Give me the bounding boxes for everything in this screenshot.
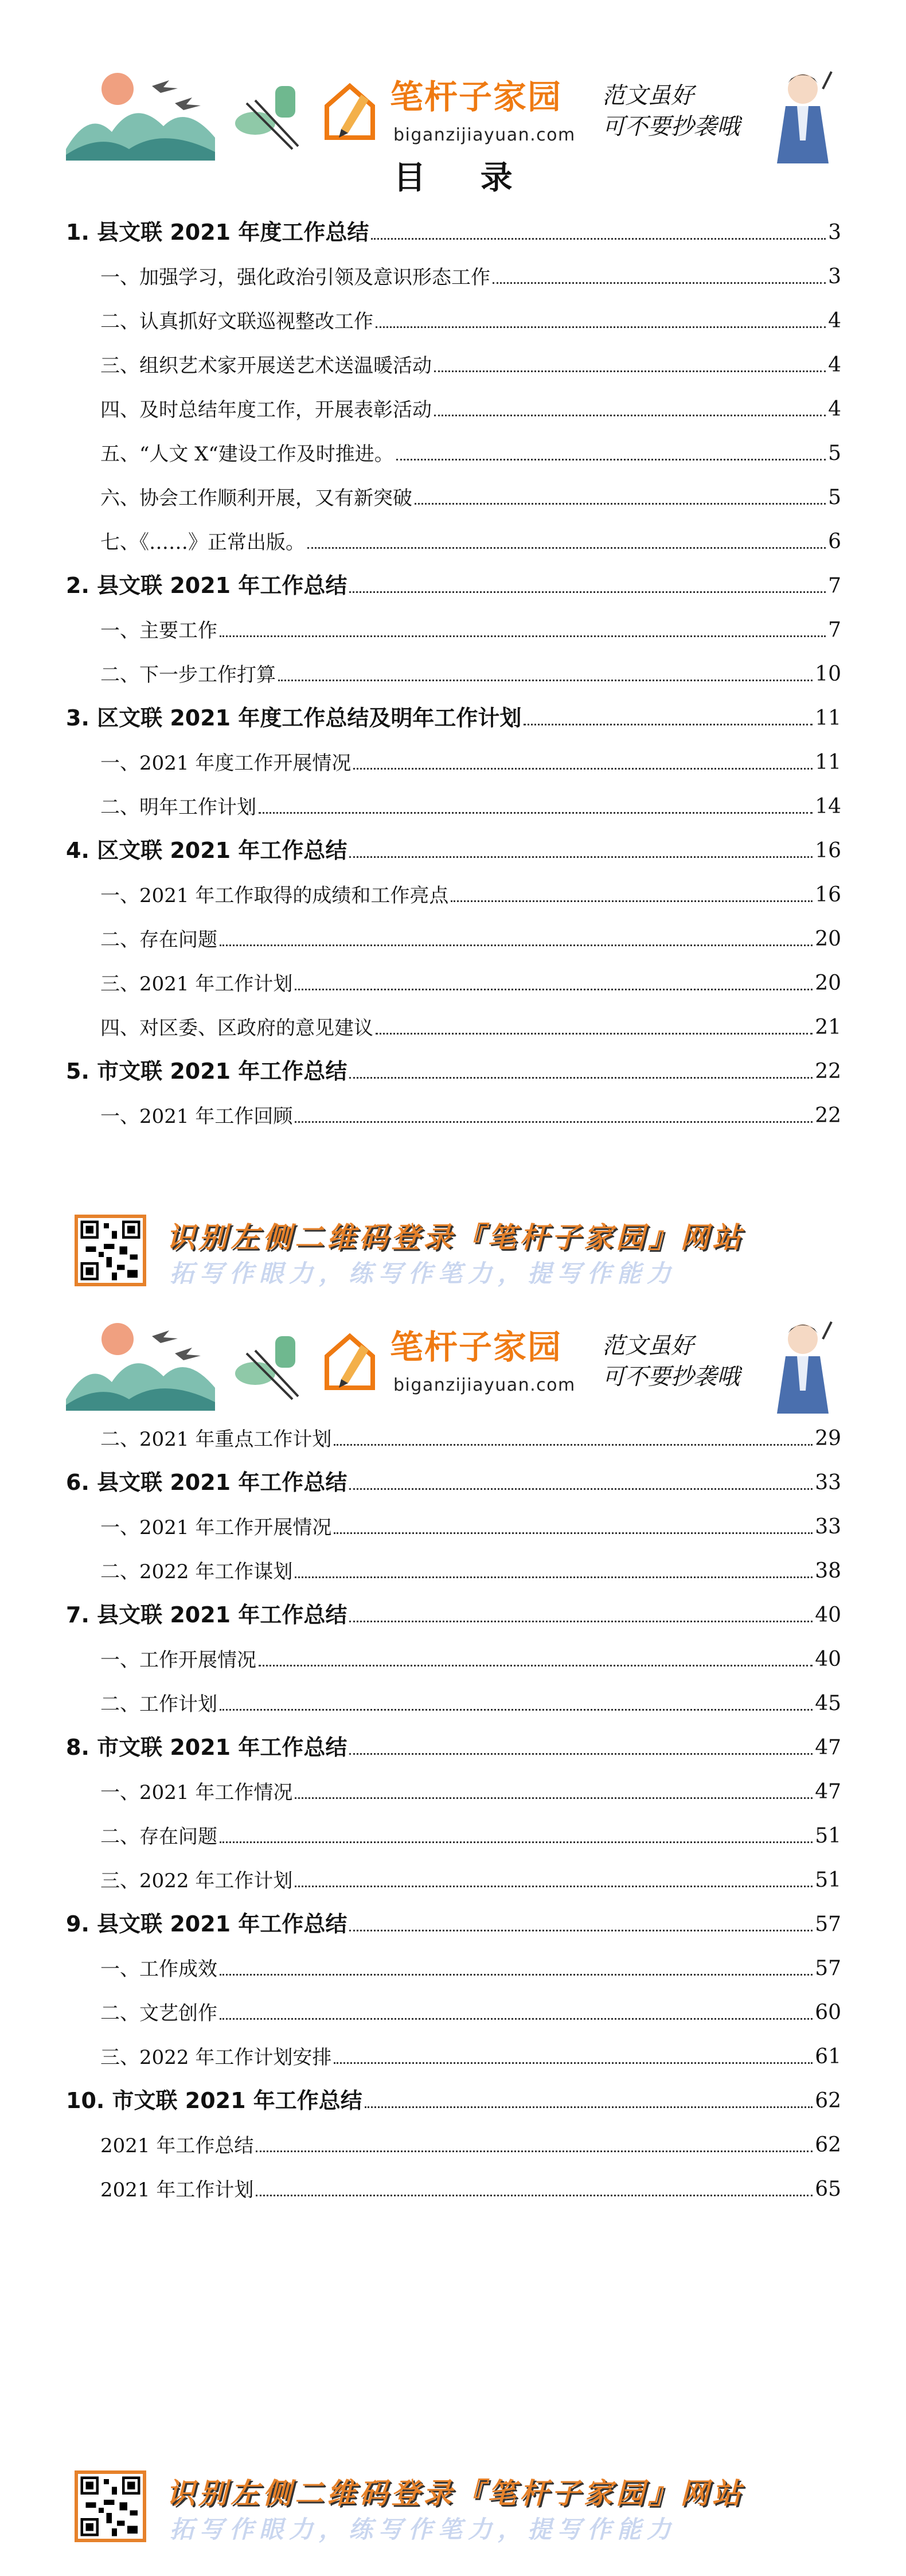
toc-leader-dots	[396, 459, 826, 460]
toc-leader-dots	[349, 856, 813, 858]
toc-entry-page: 40	[815, 1603, 841, 1627]
toc-entry-label: 一、主要工作	[100, 619, 217, 642]
toc-entry-label: 一、2021 年度工作开展情况	[100, 752, 352, 775]
toc-entry-label: 五、“人文 X“建设工作及时推进。	[100, 443, 394, 466]
brand-logo-icon	[318, 75, 387, 143]
toc-leader-dots	[434, 370, 826, 372]
toc-entry-page: 60	[815, 2001, 841, 2024]
toc-entry-label: 2021 年工作总结	[100, 2134, 254, 2157]
toc-entry-page: 22	[815, 1104, 841, 1127]
toc-list-page1	[66, 204, 841, 1131]
toc-entry-label: 一、加强学习，强化政治引领及意识形态工作	[100, 266, 490, 289]
toc-entry-label: 一、2021 年工作情况	[100, 1781, 293, 1804]
toc-entry-section[interactable]	[66, 1851, 841, 1895]
toc-entry-chapter[interactable]	[66, 1043, 841, 1087]
toc-leader-dots	[334, 1532, 813, 1534]
toc-entry-chapter[interactable]	[66, 1719, 841, 1763]
toc-leader-dots	[334, 2062, 813, 2064]
toc-entry-section[interactable]	[66, 2028, 841, 2072]
toc-entry-label: 三、组织艺术家开展送艺术送温暖活动	[100, 354, 432, 377]
toc-entry-page: 57	[815, 1913, 841, 1936]
toc-entry-section[interactable]	[66, 292, 841, 336]
toc-entry-label: 一、2021 年工作取得的成绩和工作亮点	[100, 884, 449, 907]
toc-leader-dots	[295, 1797, 813, 1799]
brand-name: 笔杆子家园	[390, 1328, 563, 1367]
toc-entry-label: 三、2021 年工作计划	[100, 973, 293, 996]
toc-entry-page: 6	[828, 530, 841, 553]
toc-entry-section[interactable]	[66, 1410, 841, 1454]
toc-leader-dots	[307, 547, 826, 549]
toc-entry-label: 一、工作开展情况	[100, 1649, 256, 1672]
toc-entry-page: 10	[815, 662, 841, 686]
toc-entry-label: 二、存在问题	[100, 928, 217, 951]
toc-entry-page: 20	[815, 971, 841, 995]
toc-entry-section[interactable]	[66, 248, 841, 292]
toc-leader-dots	[349, 591, 826, 593]
slogan	[602, 80, 740, 142]
toc-leader-dots	[493, 282, 826, 284]
toc-entry-chapter[interactable]	[66, 557, 841, 601]
toc-leader-dots	[451, 900, 813, 902]
toc-entry-chapter[interactable]	[66, 1454, 841, 1498]
toc-entry-section[interactable]	[66, 424, 841, 469]
toc-leader-dots	[434, 415, 826, 416]
toc-leader-dots	[349, 1077, 813, 1079]
toc-entry-section[interactable]	[66, 380, 841, 424]
toc-leader-dots	[415, 503, 826, 505]
toc-leader-dots	[220, 1974, 813, 1976]
toc-leader-dots	[295, 1576, 813, 1578]
toc-leader-dots	[220, 944, 813, 946]
toc-entry-page: 65	[815, 2177, 841, 2201]
toc-entry-label: 三、2022 年工作计划	[100, 1869, 293, 1892]
qr-code-icon	[75, 1215, 146, 1286]
toc-entry-section[interactable]	[66, 1939, 841, 1984]
toc-entry-page: 5	[828, 442, 841, 465]
toc-entry-page: 16	[815, 839, 841, 862]
toc-entry-label: 一、2021 年工作开展情况	[100, 1516, 332, 1539]
toc-entry-label: 二、文艺创作	[100, 2002, 217, 2025]
toc-leader-dots	[220, 635, 826, 637]
toc-entry-page: 4	[828, 353, 841, 377]
toc-leader-dots	[220, 2018, 813, 2020]
toc-entry-label: 三、2022 年工作计划安排	[100, 2046, 332, 2069]
landscape-illustration	[66, 1313, 215, 1411]
toc-entry-section[interactable]	[66, 601, 841, 645]
brand-domain: biganzijiayuan.com	[393, 1375, 576, 1395]
toc-entry-section[interactable]	[66, 1984, 841, 2028]
toc-entry-section[interactable]	[66, 866, 841, 910]
footer-promo-line1: 识别左侧二维码登录『笔杆子家园』网站	[166, 2477, 744, 2510]
toc-entry-section[interactable]	[66, 1542, 841, 1586]
toc-entry-section[interactable]	[66, 1763, 841, 1807]
toc-entry-label: 二、认真抓好文联巡视整改工作	[100, 310, 373, 333]
toc-entry-page: 16	[815, 883, 841, 907]
toc-leader-dots	[349, 1488, 813, 1490]
toc-leader-dots	[295, 1121, 813, 1123]
header-banner-2	[0, 1285, 906, 1416]
toc-entry-label: 七、《……》正常出版。	[100, 531, 305, 554]
slogan-line1: 范文虽好	[602, 1333, 694, 1359]
toc-entry-label: 2. 县文联 2021 年工作总结	[66, 573, 347, 598]
toc-entry-page: 33	[815, 1471, 841, 1494]
toc-entry-label: 5. 市文联 2021 年工作总结	[66, 1059, 347, 1084]
scholar-illustration	[774, 1316, 837, 1414]
toc-entry-chapter[interactable]	[66, 822, 841, 866]
toc-title: 目 录	[393, 159, 534, 197]
toc-leader-dots	[259, 1665, 813, 1666]
toc-entry-page: 7	[828, 574, 841, 598]
toc-entry-page: 29	[815, 1427, 841, 1450]
toc-entry-section[interactable]	[66, 910, 841, 954]
slogan-line1: 范文虽好	[602, 83, 694, 109]
toc-list-page2	[66, 1410, 841, 2204]
slogan-line2: 可不要抄袭哦	[602, 1364, 740, 1390]
toc-entry-page: 20	[815, 927, 841, 951]
header-banner	[0, 34, 906, 166]
toc-entry-page: 21	[815, 1016, 841, 1039]
toc-entry-label: 1. 县文联 2021 年度工作总结	[66, 220, 369, 245]
toc-entry-page: 38	[815, 1559, 841, 1583]
toc-entry-page: 40	[815, 1648, 841, 1671]
toc-entry-section[interactable]	[66, 1087, 841, 1131]
toc-entry-label: 2021 年工作计划	[100, 2179, 254, 2202]
toc-leader-dots	[295, 989, 813, 990]
brand-name: 笔杆子家园	[390, 77, 563, 116]
toc-leader-dots	[220, 1841, 813, 1843]
toc-entry-label: 四、对区委、区政府的意见建议	[100, 1017, 373, 1040]
footer-promo-line2: 拓写作眼力，练写作笔力，提写作能力	[170, 2515, 677, 2543]
toc-entry-label: 二、2022 年工作谋划	[100, 1560, 293, 1583]
toc-entry-page: 3	[828, 265, 841, 288]
footer-promo-line2: 拓写作眼力，练写作笔力，提写作能力	[170, 1259, 677, 1287]
toc-entry-label: 二、2021 年重点工作计划	[100, 1428, 332, 1451]
toc-entry-section[interactable]	[66, 1630, 841, 1675]
toc-entry-section[interactable]	[66, 2160, 841, 2204]
toc-entry-section[interactable]	[66, 513, 841, 557]
toc-entry-label: 7. 县文联 2021 年工作总结	[66, 1602, 347, 1627]
toc-entry-section[interactable]	[66, 1498, 841, 1542]
toc-entry-section[interactable]	[66, 1807, 841, 1851]
footer-promo-line1: 识别左侧二维码登录『笔杆子家园』网站	[166, 1221, 744, 1254]
toc-entry-page: 4	[828, 309, 841, 333]
toc-entry-page: 51	[815, 1868, 841, 1892]
toc-entry-chapter[interactable]	[66, 1895, 841, 1939]
qr-code-icon	[75, 2470, 146, 2542]
toc-entry-page: 62	[815, 2133, 841, 2157]
toc-entry-page: 14	[815, 795, 841, 818]
toc-entry-page: 45	[815, 1692, 841, 1715]
toc-leader-dots	[256, 2195, 813, 2196]
toc-entry-page: 3	[828, 221, 841, 244]
toc-leader-dots	[524, 724, 813, 725]
toc-entry-label: 一、工作成效	[100, 1958, 217, 1981]
toc-entry-label: 4. 区文联 2021 年工作总结	[66, 838, 347, 863]
toc-entry-chapter[interactable]	[66, 689, 841, 733]
brand-logo-icon	[318, 1325, 387, 1394]
toc-entry-chapter[interactable]	[66, 2072, 841, 2116]
toc-entry-label: 四、及时总结年度工作，开展表彰活动	[100, 399, 432, 421]
toc-leader-dots	[353, 768, 813, 770]
toc-entry-label: 6. 县文联 2021 年工作总结	[66, 1470, 347, 1495]
toc-entry-label: 二、下一步工作打算	[100, 663, 276, 686]
toc-leader-dots	[259, 812, 813, 814]
toc-entry-page: 11	[815, 751, 841, 774]
slogan-line2: 可不要抄袭哦	[602, 114, 740, 140]
toc-leader-dots	[256, 2150, 813, 2152]
toc-entry-section[interactable]	[66, 733, 841, 778]
toc-entry-page: 5	[828, 486, 841, 509]
toc-entry-section[interactable]	[66, 998, 841, 1043]
toc-entry-page: 61	[815, 2045, 841, 2068]
toc-leader-dots	[295, 1886, 813, 1887]
footer-banner-2	[0, 2460, 906, 2558]
teapot-illustration	[224, 69, 310, 155]
toc-entry-label: 二、存在问题	[100, 1825, 217, 1848]
toc-entry-section[interactable]	[66, 778, 841, 822]
toc-leader-dots	[278, 680, 813, 681]
toc-entry-page: 51	[815, 1824, 841, 1848]
toc-leader-dots	[376, 1033, 813, 1035]
toc-entry-section[interactable]	[66, 469, 841, 513]
toc-entry-label: 3. 区文联 2021 年度工作总结及明年工作计划	[66, 705, 522, 731]
toc-entry-page: 7	[828, 618, 841, 642]
toc-leader-dots	[349, 1930, 813, 1931]
toc-entry-section[interactable]	[66, 2116, 841, 2160]
toc-entry-label: 9. 县文联 2021 年工作总结	[66, 1911, 347, 1937]
toc-leader-dots	[371, 238, 826, 240]
toc-leader-dots	[349, 1621, 813, 1622]
toc-entry-label: 二、工作计划	[100, 1693, 217, 1716]
toc-entry-label: 10. 市文联 2021 年工作总结	[66, 2088, 362, 2113]
toc-entry-page: 22	[815, 1060, 841, 1083]
toc-entry-section[interactable]	[66, 1675, 841, 1719]
toc-entry-page: 33	[815, 1515, 841, 1539]
toc-entry-chapter[interactable]	[66, 204, 841, 248]
toc-entry-page: 4	[828, 397, 841, 421]
toc-entry-page: 57	[815, 1957, 841, 1980]
toc-entry-section[interactable]	[66, 954, 841, 998]
toc-leader-dots	[376, 326, 826, 328]
toc-entry-section[interactable]	[66, 336, 841, 380]
teapot-illustration	[224, 1319, 310, 1405]
toc-entry-page: 47	[815, 1736, 841, 1759]
landscape-illustration	[66, 63, 215, 161]
toc-entry-page: 62	[815, 2089, 841, 2113]
toc-entry-label: 六、协会工作顺利开展，又有新突破	[100, 487, 412, 510]
toc-entry-label: 二、明年工作计划	[100, 796, 256, 819]
toc-entry-chapter[interactable]	[66, 1586, 841, 1630]
scholar-illustration	[774, 66, 837, 163]
brand-domain: biganzijiayuan.com	[393, 125, 576, 145]
toc-entry-page: 47	[815, 1780, 841, 1804]
toc-leader-dots	[220, 1709, 813, 1711]
toc-entry-label: 一、2021 年工作回顾	[100, 1105, 293, 1128]
toc-entry-section[interactable]	[66, 645, 841, 689]
toc-leader-dots	[365, 2106, 813, 2108]
slogan	[602, 1330, 740, 1392]
toc-entry-page: 11	[815, 707, 841, 730]
toc-entry-label: 8. 市文联 2021 年工作总结	[66, 1735, 347, 1760]
toc-leader-dots	[349, 1753, 813, 1755]
toc-leader-dots	[334, 1444, 813, 1446]
